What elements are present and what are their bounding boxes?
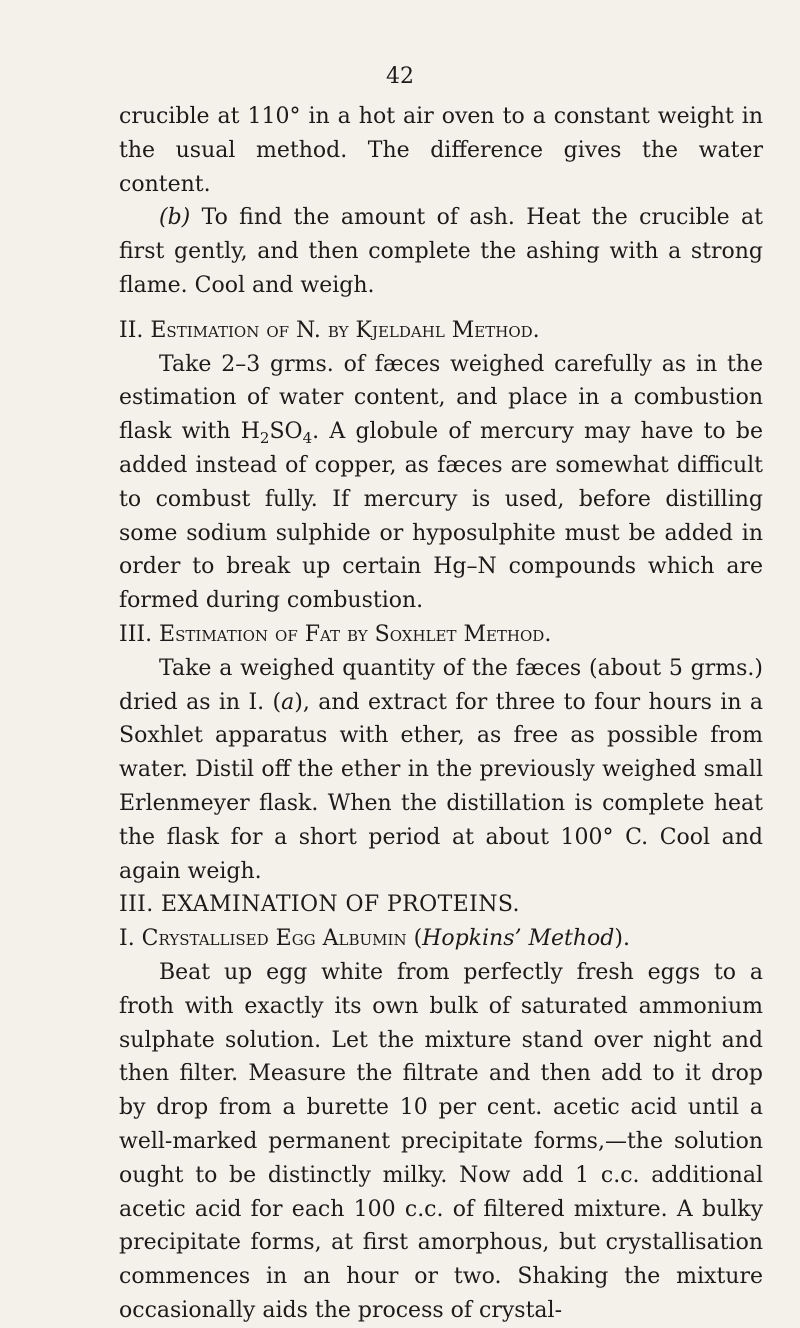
paragraph-soxhlet: [119, 652, 763, 889]
paragraph-soxhlet-text-2: ), and extract for three to four hours in a Soxhlet apparatus with ether, as free as possible from water. Distil off the ether in the previously weighed small Erlenmeyer flask. When the distillation is complete heat the flask for a short period at about 100° C. Cool and again weigh.: [119, 689, 763, 884]
heading-soxhlet: III. Estimation of Fat by Soxhlet Method.: [119, 621, 552, 647]
heading-kjeldahl: II. Estimation of N. by Kjeldahl Method.: [119, 317, 540, 343]
subheading-egg-albumin: [119, 922, 763, 956]
paragraph-soxhlet-italic: a: [281, 689, 295, 715]
page-content: [119, 100, 763, 1328]
paragraph-kjeldahl: [119, 348, 763, 618]
item-label-b: (b): [159, 205, 191, 231]
paragraph-water-content: crucible at 110° in a hot air oven to a constant weight in the usual method. The difference gives the water content.: [119, 104, 763, 197]
paragraph-egg-albumin: Beat up egg white from perfectly fresh eggs to a froth with exactly its own bulk of saturated ammonium sulphate solution. Let the mixture stand over night and then filter. Measure the filtrate and then add to it drop by drop from a burette 10 per cent. acetic acid until a well-marked permanent precipitate forms,—the solution ought to be distinctly milky. Now add 1 c.c. additional acetic acid for each 100 c.c. of filtered mixture. A bulky precipitate forms, at first amorphous, but crystallisation commences in an hour or two. Shaking the mixture occasionally aids the process of crystal-: [119, 959, 763, 1323]
paragraph-kjeldahl-text-2: SO: [269, 419, 303, 445]
subheading-egg-albumin-close: ).: [614, 926, 630, 952]
page-number: 42: [386, 64, 414, 89]
subheading-egg-albumin-text: I. Crystallised Egg Albumin (: [119, 926, 423, 952]
paragraph-ash: [119, 201, 763, 302]
subscript-2: 2: [259, 429, 270, 448]
paragraph-kjeldahl-text-3: . A globule of mercury may have to be added instead of copper, as fæces are somewhat difficult to combust fully. If mercury is used, before distilling some sodium sulphide or hyposulphite must be added in order to break up certain Hg–N compounds which are formed during combustion.: [119, 419, 763, 614]
paragraph-kjeldahl-text-1: Take 2–3 grms. of fæces weighed carefully as in the estimation of water content, and place in a combustion flask with H: [119, 351, 763, 445]
section-heading-proteins: III. EXAMINATION OF PROTEINS.: [119, 892, 520, 918]
paragraph-soxhlet-text-1: Take a weighed quantity of the fæces (about 5 grms.) dried as in I. (: [119, 655, 763, 715]
paragraph-ash-text: To find the amount of ash. Heat the crucible at first gently, and then complete the ashing with a strong flame. Cool and weigh.: [119, 205, 763, 298]
subheading-egg-albumin-method: Hopkins’ Method: [422, 926, 615, 952]
subscript-4: 4: [302, 429, 313, 448]
